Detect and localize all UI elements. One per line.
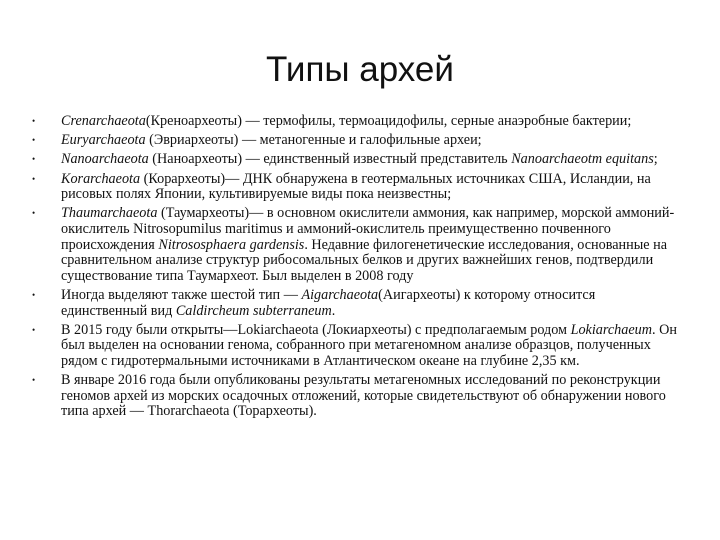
- list-item: [32, 172, 682, 203]
- bullet-marker: •: [32, 324, 36, 335]
- italic-term: Lokiarchaeum: [570, 321, 653, 338]
- item-text: .: [331, 302, 336, 319]
- list-item: [32, 114, 682, 130]
- item-text: (Наноархеоты) — единственный известный представитель: [148, 151, 512, 168]
- italic-term: Nitrososphaera gardensis: [158, 236, 305, 253]
- item-text: (Креноархеоты) — термофилы, термоацидофилы, серные анаэробные бактерии;: [145, 113, 632, 129]
- item-text: ;: [653, 151, 658, 168]
- item-text: . Недавние филогенетические исследования, основанные на сравнительном анализе структур рибосомальных белков и других важнейших генов, подтвердили существование типа Таумархеот. Был выделен в 2008 году: [61, 236, 667, 284]
- item-text: (Корархеоты)— ДНК обнаружена в геотермальных источниках США, Исландии, на рисовых полях Японии, культивируемые виды пока неизвестны;: [61, 170, 651, 203]
- item-text: В январе 2016 года были опубликованы результаты метагеномных исследований по реконструкции геномов архей из морских осадочных отложений, которые свидетельствуют об обнаружении нового типа архей — Thorarchaeota (Торархеоты).: [61, 372, 666, 420]
- item-text: Иногда выделяют также шестой тип —: [61, 286, 302, 303]
- item-text: (Аигархеоты) к которому относится единственный вид: [61, 286, 596, 319]
- italic-term: Thaumarchaeota: [61, 205, 158, 222]
- bullet-marker: •: [32, 135, 36, 146]
- list-item: [32, 323, 682, 370]
- slide-title: Типы архей: [266, 50, 454, 89]
- italic-term: Korarchaeota: [61, 170, 141, 187]
- bullet-marker: •: [32, 173, 36, 184]
- list-item: [32, 373, 682, 420]
- italic-term: Crenarchaeota: [61, 113, 146, 129]
- italic-term: Nanoarchaeotm equitans: [511, 151, 654, 168]
- bullet-marker: •: [32, 208, 36, 219]
- bullet-list: [32, 114, 682, 423]
- item-text: (Таумархеоты)— в основном окислители аммония, как например, морской аммоний-окислитель Nitrosopumilus maritimus и аммоний-окислитель преимущественно почвенного происхождения: [61, 205, 675, 253]
- list-item: [32, 288, 682, 319]
- italic-term: Nanoarchaeota: [61, 151, 149, 168]
- item-text: В 2015 году были открыты—Lokiarchaeota (Локиархеоты) с предполагаемым родом: [61, 321, 571, 338]
- bullet-marker: •: [32, 154, 36, 165]
- item-text: . Он был выделен на основании генома, собранного при метагеномном анализе образцов, полученных рядом с гидротермальными источниками в Атлантическом океане на глубине 2,35 км.: [61, 321, 677, 369]
- bullet-marker: •: [32, 375, 36, 386]
- italic-term: Caldircheum subterraneum: [175, 302, 332, 319]
- list-item: [32, 133, 682, 149]
- italic-term: Aigarchaeota: [301, 286, 379, 303]
- italic-term: Euryarchaeota: [61, 132, 146, 149]
- list-item: [32, 206, 682, 284]
- list-item: [32, 152, 682, 168]
- bullet-marker: •: [32, 116, 36, 126]
- item-text: (Эвриархеоты) — метаногенные и галофильные археи;: [145, 132, 482, 149]
- bullet-marker: •: [32, 289, 36, 300]
